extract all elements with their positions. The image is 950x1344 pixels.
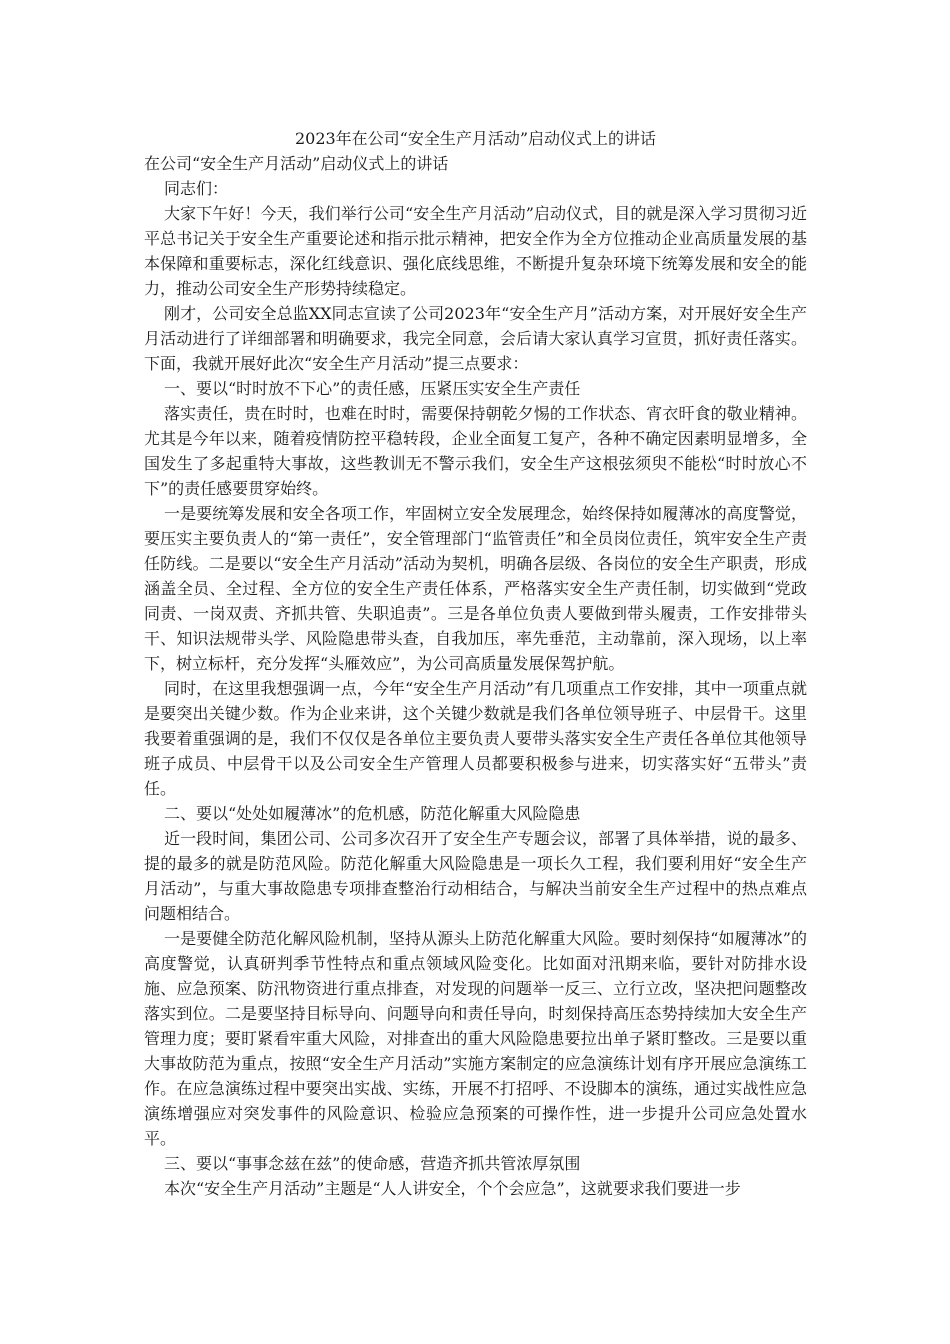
document-title: 2023年在公司“安全生产月活动”启动仪式上的讲话 bbox=[294, 129, 657, 148]
paragraph-risk-intro: 近一段时间，集团公司、公司多次召开了安全生产专题会议，部署了具体举措，说的最多、提的最多的就是防范风险。防范化解重大风险隐患是一项长久工程，我们要利用好“安全生产月活动”，与重大事故隐患专项排查整治行动相结合，与解决当前安全生产过程中的热点难点问题相结合。 bbox=[144, 829, 807, 923]
section-heading-1: 一、要以“时时放不下心”的责任感，压紧压实安全生产责任 bbox=[164, 379, 581, 398]
paragraph-theme: 本次“安全生产月活动”主题是“人人讲安全，个个会应急”，这就要求我们要进一步 bbox=[164, 1179, 741, 1198]
paragraph-responsibility: 落实责任，贵在时时，也难在时时，需要保持朝乾夕惕的工作状态、宵衣旰食的敬业精神。尤其是今年以来，随着疫情防控平稳转段，企业全面复工复产，各种不确定因素明显增多，全国发生了多起重特大事故，这些教训无不警示我们，安全生产这根弦须臾不能松“时时放心不下”的责任感要贯穿始终。 bbox=[144, 404, 807, 498]
section-heading-2: 二、要以“处处如履薄冰”的危机感，防范化解重大风险隐患 bbox=[164, 804, 581, 823]
salutation: 同志们： bbox=[164, 179, 229, 198]
paragraph-risk-points: 一是要健全防范化解风险机制，坚持从源头上防范化解重大风险。要时刻保持“如履薄冰”的高度警觉，认真研判季节性特点和重点领域风险变化。比如面对汛期来临，要针对防排水设施、应急预案、防汛物资进行重点排查，对发现的问题举一反三、立行立改，坚决把问题整改落实到位。二是要坚持目标导向、问题导向和责任导向，时刻保持高压态势持续加大安全生产管理力度；要盯紧看牢重大风险，对排查出的重大风险隐患要拉出单子紧盯整改。三是要以重大事故防范为重点，按照“安全生产月活动”实施方案制定的应急演练计划有序开展应急演练工作。在应急演练过程中要突出实战、实练，开展不打招呼、不设脚本的演练，通过实战性应急演练增强应对突发事件的风险意识、检验应急预案的可操作性，进一步提升公司应急处置水平。 bbox=[144, 929, 807, 1148]
paragraph-responsibility-points: 一是要统筹发展和安全各项工作，牢固树立安全发展理念，始终保持如履薄冰的高度警觉，要压实主要负责人的“第一责任”，安全管理部门“监管责任”和全员岗位责任，筑牢安全生产责任防线。二是要以“安全生产月活动”活动为契机，明确各层级、各岗位的安全生产职责，形成涵盖全员、全过程、全方位的安全生产责任体系，严格落实安全生产责任制，切实做到“党政同责、一岗双责、齐抓共管、失职追责”。三是各单位负责人要做到带头履责，工作安排带头干、知识法规带头学、风险隐患带头查，自我加压，率先垂范，主动靠前，深入现场，以上率下，树立标杆，充分发挥“头雁效应”，为公司高质量发展保驾护航。 bbox=[144, 504, 807, 673]
document-subtitle: 在公司“安全生产月活动”启动仪式上的讲话 bbox=[144, 154, 449, 173]
paragraph-plan-intro: 刚才，公司安全总监XX同志宣读了公司2023年“安全生产月”活动方案，对开展好安全生产月活动进行了详细部署和明确要求，我完全同意，会后请大家认真学习宣贯，抓好责任落实。下面，我就开展好此次“安全生产月活动”提三点要求： bbox=[144, 304, 807, 373]
paragraph-opening: 大家下午好！今天，我们举行公司“安全生产月活动”启动仪式，目的就是深入学习贯彻习近平总书记关于安全生产重要论述和指示批示精神，把安全作为全方位推动企业高质量发展的基本保障和重要标志，深化红线意识、强化底线思维，不断提升复杂环境下统筹发展和安全的能力，推动公司安全生产形势持续稳定。 bbox=[144, 204, 807, 298]
section-heading-3: 三、要以“事事念兹在兹”的使命感，营造齐抓共管浓厚氛围 bbox=[164, 1154, 581, 1173]
document-page bbox=[144, 126, 807, 1201]
paragraph-key-minority: 同时，在这里我想强调一点，今年“安全生产月活动”有几项重点工作安排，其中一项重点就是要突出关键少数。作为企业来讲，这个关键少数就是我们各单位领导班子、中层骨干。这里我要着重强调的是，我们不仅仅是各单位主要负责人要带头落实安全生产责任各单位其他领导班子成员、中层骨干以及公司安全生产管理人员都要积极参与进来，切实落实好“五带头”责任。 bbox=[144, 679, 807, 798]
